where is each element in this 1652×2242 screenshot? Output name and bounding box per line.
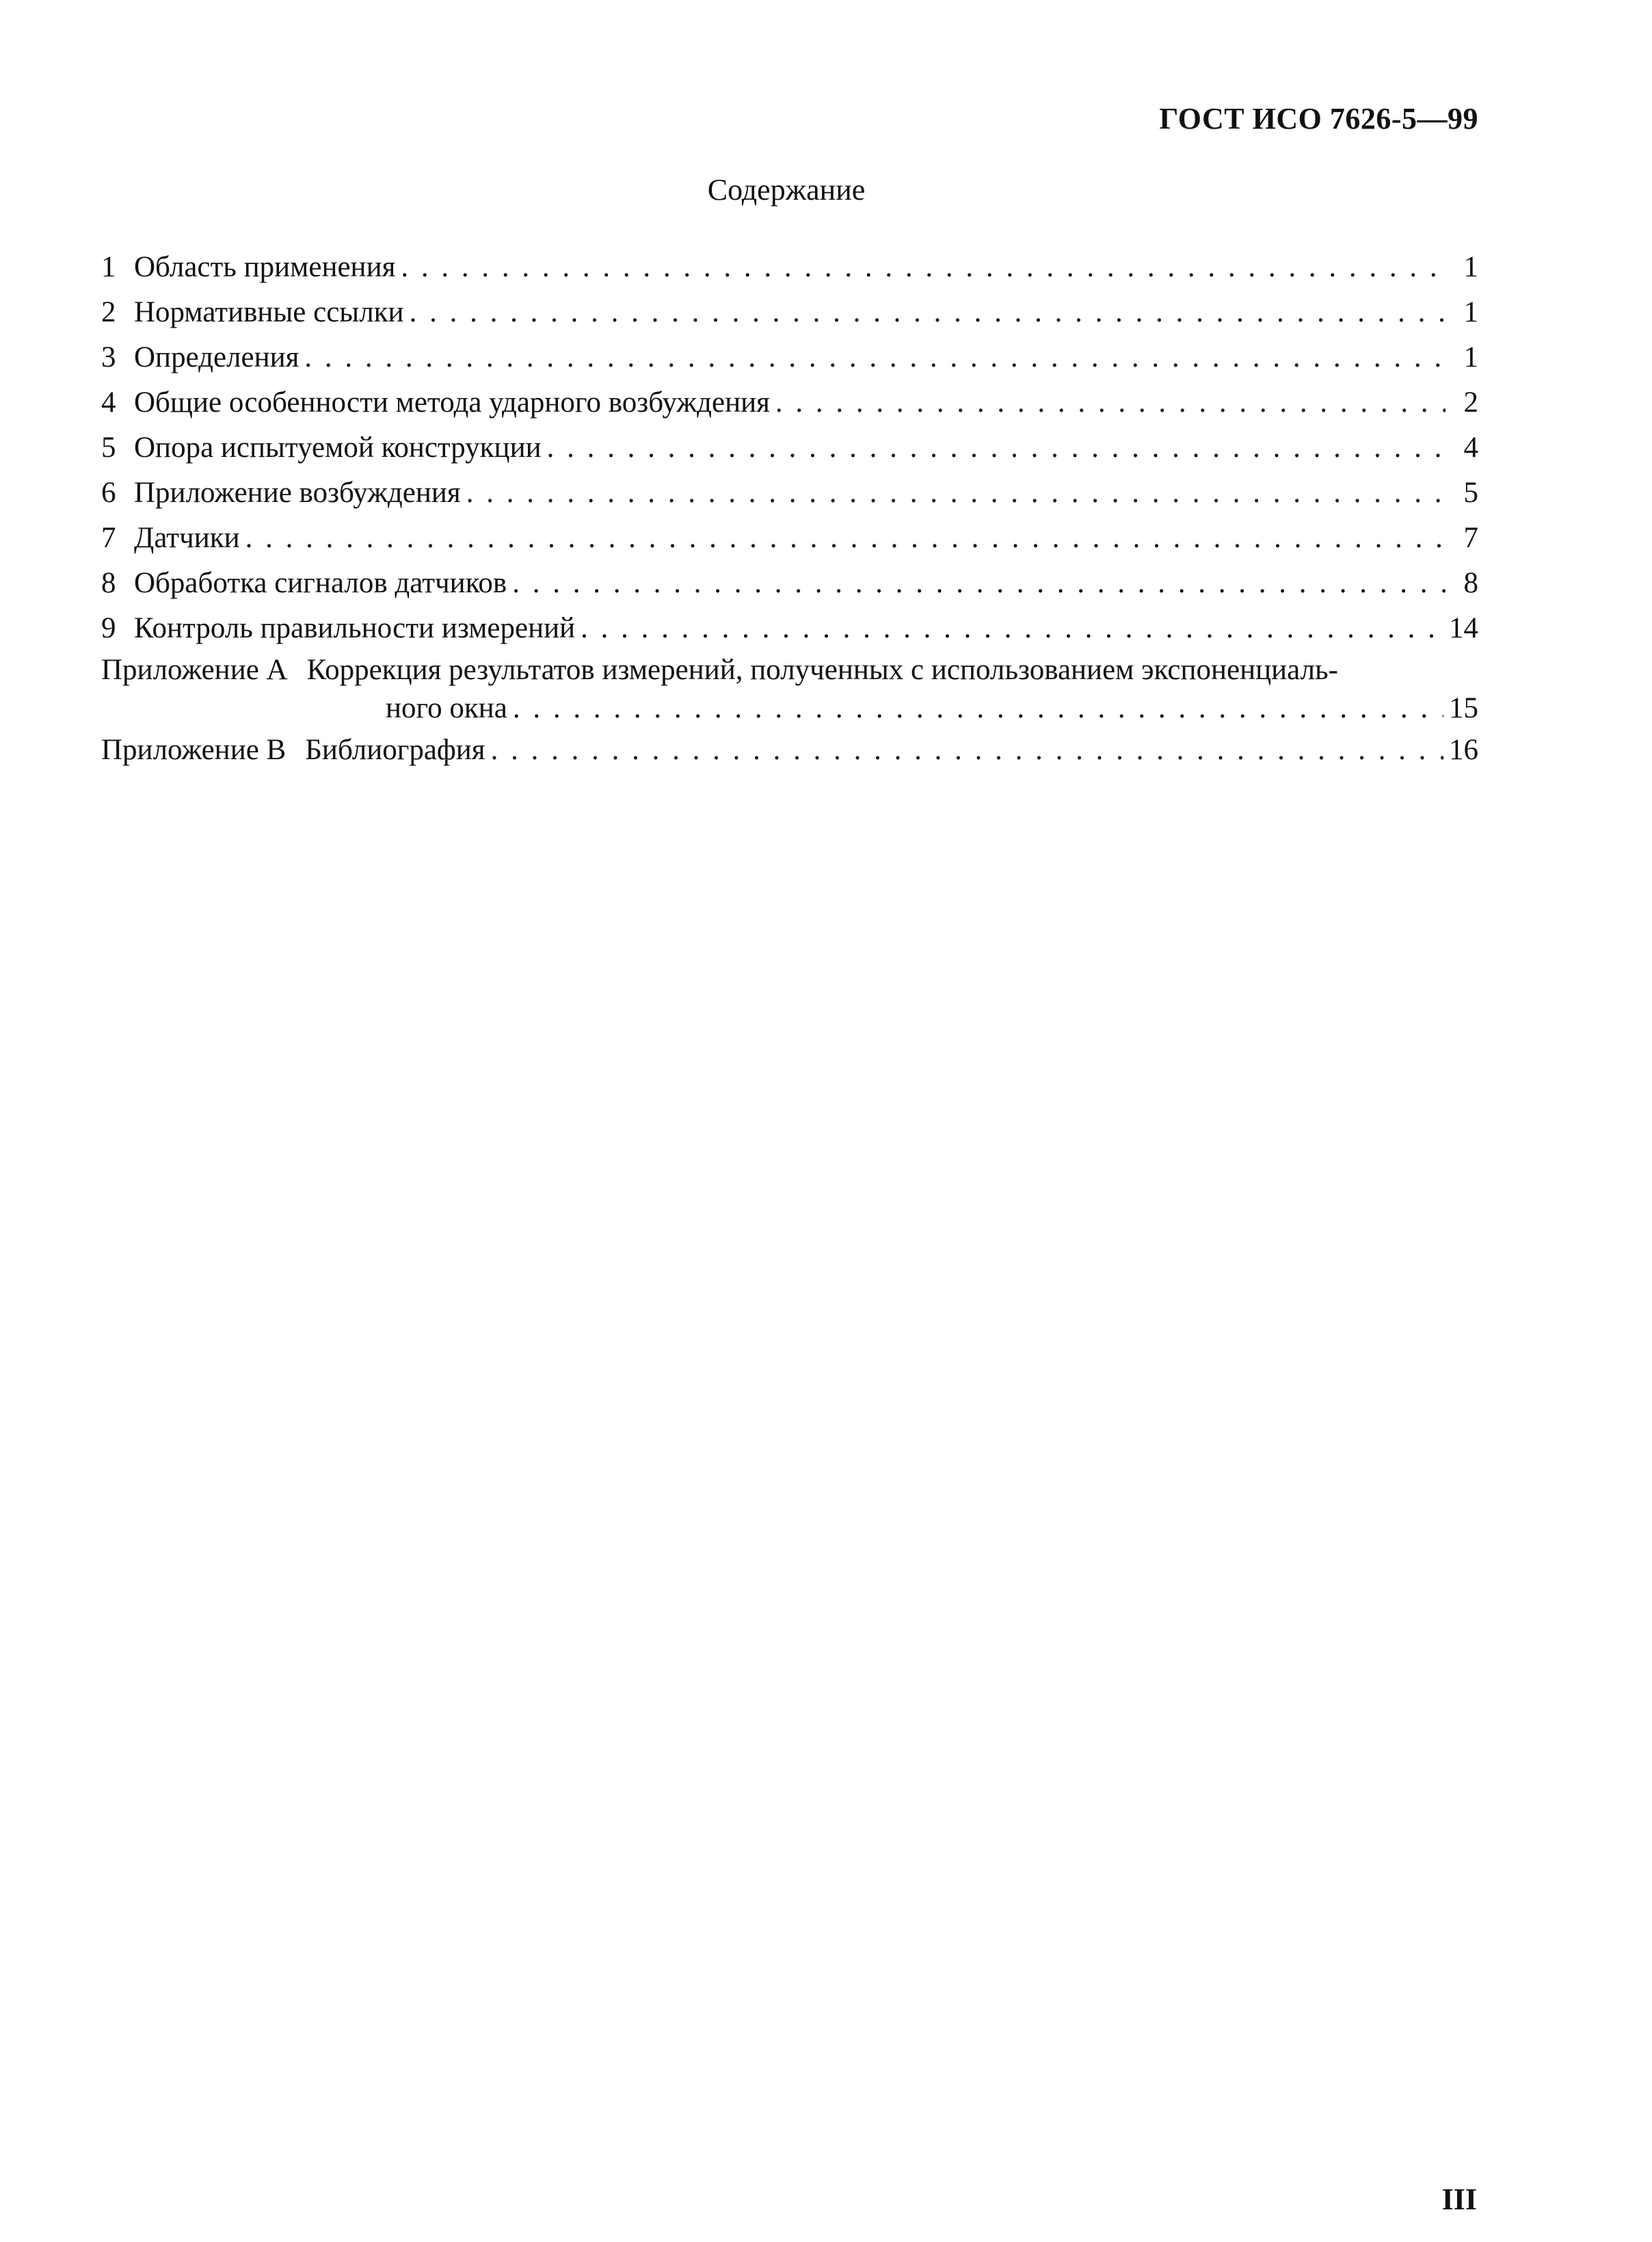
toc-entry-annex-a[interactable] — [101, 651, 1478, 728]
toc-entry-label: Датчики — [134, 522, 240, 554]
toc-entry-page: 4 — [1463, 432, 1478, 464]
toc-entry-label: Библиография — [305, 734, 485, 766]
toc-entry-number: 6 — [101, 477, 116, 509]
toc-entry-page: 14 — [1449, 612, 1478, 644]
toc-entry-general-features[interactable] — [101, 380, 1478, 425]
dot-leader — [581, 606, 1443, 651]
toc-entry-label: Опора испытуемой конструкции — [134, 432, 542, 464]
toc-entry-page: 16 — [1449, 734, 1478, 766]
dot-leader — [245, 516, 1446, 561]
toc-entry-label: Нормативные ссылки — [134, 296, 404, 328]
toc-entry-label: Приложение возбуждения — [134, 477, 461, 509]
toc-entry-page: 8 — [1463, 567, 1478, 599]
toc-entry-label: Область применения — [134, 251, 396, 283]
toc-entry-page: 7 — [1463, 522, 1478, 554]
dot-leader — [513, 689, 1443, 728]
toc-entry-page: 1 — [1463, 296, 1478, 328]
annex-prefix: Приложение В — [101, 734, 287, 766]
table-of-contents — [101, 245, 1478, 773]
dot-leader — [304, 335, 1446, 380]
toc-entry-page: 2 — [1463, 386, 1478, 419]
toc-entry-excitation[interactable] — [101, 471, 1478, 516]
dot-leader — [466, 471, 1446, 516]
toc-entry-annex-b[interactable] — [101, 728, 1478, 773]
toc-entry-measurement-validation[interactable] — [101, 606, 1478, 651]
toc-entry-number: 4 — [101, 386, 116, 419]
toc-entry-number: 8 — [101, 567, 116, 599]
toc-entry-definitions[interactable] — [101, 335, 1478, 380]
toc-entry-normative-references[interactable] — [101, 290, 1478, 335]
toc-entry-signal-processing[interactable] — [101, 561, 1478, 606]
toc-entry-number: 9 — [101, 612, 116, 644]
toc-title: Содержание — [707, 173, 866, 207]
toc-entry-scope[interactable] — [101, 245, 1478, 290]
toc-entry-label: Общие особенности метода ударного возбуждения — [134, 386, 770, 419]
toc-entry-transducers[interactable] — [101, 516, 1478, 561]
toc-entry-label: Контроль правильности измерений — [134, 612, 576, 644]
annex-a-second-line — [101, 689, 1478, 728]
dot-leader — [512, 561, 1446, 606]
dot-leader — [491, 728, 1443, 773]
dot-leader — [775, 380, 1446, 425]
toc-entry-label: Коррекция результатов измерений, полученных с использованием экспоненциаль- — [306, 654, 1338, 686]
toc-entry-label-continued: ного окна — [386, 692, 507, 724]
toc-entry-number: 3 — [101, 341, 116, 373]
toc-entry-number: 2 — [101, 296, 116, 328]
annex-a-first-line — [101, 651, 1478, 689]
toc-entry-page: 1 — [1463, 341, 1478, 373]
toc-entry-structure-support[interactable] — [101, 425, 1478, 471]
toc-entry-number: 5 — [101, 432, 116, 464]
toc-entry-number: 7 — [101, 522, 116, 554]
toc-entry-label: Определения — [134, 341, 299, 373]
dot-leader — [547, 425, 1446, 471]
toc-entry-label: Обработка сигналов датчиков — [134, 567, 507, 599]
toc-entry-page: 15 — [1449, 692, 1478, 724]
toc-entry-number: 1 — [101, 251, 116, 283]
toc-entry-page: 5 — [1463, 477, 1478, 509]
annex-prefix: Приложение А — [101, 654, 288, 686]
toc-entry-page: 1 — [1463, 251, 1478, 283]
page-number: III — [1441, 2182, 1477, 2216]
dot-leader — [410, 290, 1446, 335]
document-code: ГОСТ ИСО 7626-5—99 — [1159, 102, 1478, 135]
dot-leader — [401, 245, 1446, 290]
